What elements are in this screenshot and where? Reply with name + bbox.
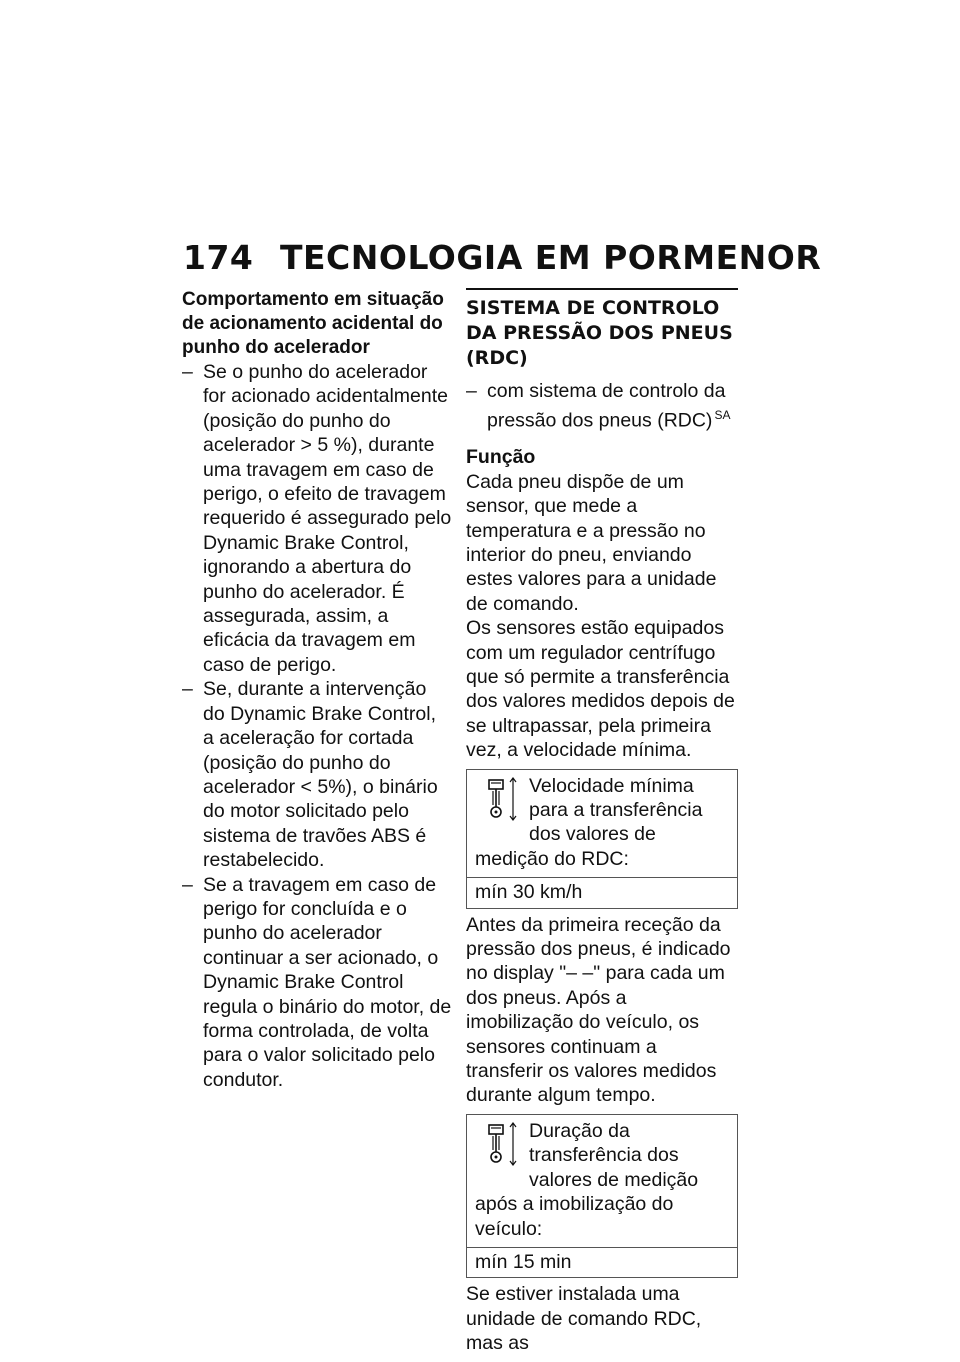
page-header <box>183 238 821 277</box>
right-column <box>466 288 738 1356</box>
box-value: mín 30 km/h <box>467 877 737 907</box>
paragraph: Cada pneu dispõe de um sensor, que mede a temperatura e a pressão no interior do pneu, enviando estes valores para a unidade de comando. <box>466 470 717 615</box>
paragraph: Se estiver instalada uma unidade de comando RDC, mas as <box>466 1283 702 1355</box>
box-text: Velocidade mínima para a transferência dos valores de medição do RDC: <box>475 774 703 870</box>
list-item: – Se o punho do acelerador for acionado acidentalmente (posição do punho do acelerador > 5 %), durante uma travagem em caso de perigo, o efeito de travagem requerido é assegurado pelo Dynamic Brake Control, ignorando a abertura do punho do acelerador. É assegurada, assim, a eficácia da travagem em caso de perigo. <box>182 361 452 676</box>
tire-pressure-icon <box>475 774 519 824</box>
box-text: Duração da transferência dos valores de medição após a imobilização do veículo: <box>475 1119 699 1240</box>
list-item: – Se, durante a intervenção do Dynamic Brake Control, a aceleração for cortada (posição do punho do acelerador < 5%), o binário do motor solicitado pelo sistema de travões ABS é restabelecido. <box>182 678 438 872</box>
option-note: – com sistema de controlo da pressão dos pneus (RDC) $^{SA}$ <box>466 380 731 432</box>
section-subheading: Comportamento em situação de acionamento acidental do punho do acelerador <box>182 289 444 358</box>
list-item: – Se a travagem em caso de perigo for concluída e o punho do acelerador continuar a ser acionado, o Dynamic Brake Control regula o binário do motor, de forma controlada, de volta para o valor solicitado pelo condutor. <box>182 873 452 1091</box>
tire-pressure-icon <box>475 1119 519 1169</box>
box-value: mín 15 min <box>467 1247 737 1277</box>
chapter-title: TECNOLOGIA EM PORMENOR <box>280 238 822 277</box>
option-sup: SA <box>714 408 731 423</box>
function-heading: Função <box>466 446 536 469</box>
spec-box <box>466 1114 738 1278</box>
paragraph: Antes da primeira receção da pressão dos pneus, é indicado no display "– –" para cada um dos pneus. Após a imobilização do veículo, os sensores continuam a transferir os valores medidos durante algum tempo. <box>466 913 731 1107</box>
section-title: SISTEMA DE CONTROLO DA PRESSÃO DOS PNEUS (RDC) <box>466 288 738 371</box>
left-column <box>182 288 452 1092</box>
spec-box <box>466 769 738 909</box>
paragraph: Os sensores estão equipados com um regulador centrífugo que só permite a transferência dos valores medidos depois de se ultrapassar, pela primeira vez, a velocidade mínima. <box>466 617 735 762</box>
page-number: 174 <box>183 238 254 277</box>
